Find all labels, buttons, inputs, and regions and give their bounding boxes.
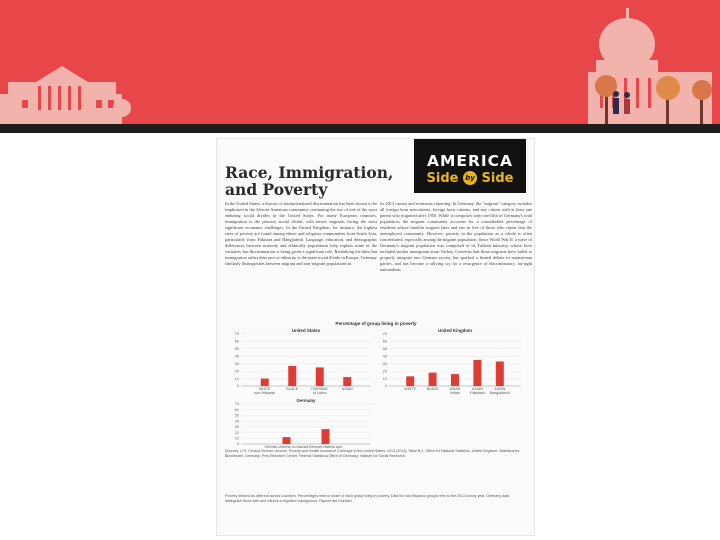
panel-title: United Kingdom bbox=[438, 328, 472, 333]
category-label: Indian bbox=[450, 390, 460, 395]
poverty-chart-figure bbox=[225, 318, 527, 496]
panel-title: Germany bbox=[296, 398, 316, 403]
banner-divider bbox=[0, 124, 720, 133]
america-side-by-side-logo bbox=[414, 139, 526, 193]
y-tick-label: 50 bbox=[234, 413, 239, 418]
category-label: ASIAN bbox=[494, 387, 506, 391]
y-tick-label: 20 bbox=[382, 369, 387, 374]
logo-right: Side bbox=[481, 171, 514, 186]
bar bbox=[261, 379, 269, 386]
logo-bottom bbox=[414, 171, 526, 186]
poverty-chart bbox=[225, 318, 527, 448]
chart-footnotes: Poverty defined as different across countries. Percentages refer to share of each group living in poverty. Data for non-Hispanic groups refer to the 2013 survey year. Germany data distinguish those with and without a migration background. Figures are rounded. bbox=[225, 494, 510, 503]
y-tick-label: 0 bbox=[236, 384, 239, 389]
category-label: of Latino bbox=[312, 390, 327, 395]
y-tick-label: 60 bbox=[234, 407, 239, 412]
category-label: BLACK bbox=[286, 387, 299, 391]
y-tick-label: 40 bbox=[234, 354, 239, 359]
bar bbox=[429, 373, 437, 386]
category-label: German citizens and bbox=[309, 445, 342, 448]
body-text-right: its 2013 census and economic reporting. In Germany, the "migrant" category includes all foreign born noncitizens, foreign born citizens, and any citizen with at least one parent who migrated after 1950. While it comprises only one-fifth of Germany's total population, the migrant community accounts for a considerable percentage of residents whose families migrate later and one in five of those who report that the unemployed community. However, poverty in the population as a whole is often concentrated, especially among the migrant population. Since World War II, a wave of Germany's migrant population was comprised of its Turkish minority, whose lives included similar immigrants from Turkey. Concerns that those migrants have failed to properly integrate into German society has sparked a heated debate in mainstream parties, and has become a rallying cry for a resurgence of discriminatory, far-right nationalism. bbox=[380, 201, 532, 272]
y-tick-label: 0 bbox=[384, 384, 387, 389]
bar bbox=[451, 374, 459, 386]
y-tick-label: 30 bbox=[382, 361, 387, 366]
bar bbox=[283, 437, 291, 444]
bar bbox=[406, 376, 414, 386]
category-label: BLACK bbox=[426, 387, 439, 391]
category-label: ASIAN bbox=[449, 387, 461, 391]
bar bbox=[288, 366, 296, 386]
y-tick-label: 50 bbox=[234, 347, 239, 352]
y-tick-label: 70 bbox=[234, 332, 239, 337]
y-tick-label: 50 bbox=[382, 347, 387, 352]
y-tick-label: 30 bbox=[234, 361, 239, 366]
y-tick-label: 0 bbox=[236, 442, 239, 447]
y-tick-label: 20 bbox=[234, 369, 239, 374]
category-label: ASIAN bbox=[472, 387, 483, 391]
category-label: German citizens no migrant bbox=[264, 445, 309, 448]
bar bbox=[316, 367, 324, 386]
logo-top: AMERICA bbox=[426, 152, 514, 170]
y-tick-label: 60 bbox=[234, 339, 239, 344]
bar bbox=[343, 377, 351, 386]
chart-title: Percentage of group living in poverty bbox=[335, 321, 417, 326]
y-tick-label: 10 bbox=[382, 376, 387, 381]
document-page bbox=[216, 138, 535, 536]
y-tick-label: 40 bbox=[234, 419, 239, 424]
y-tick-label: 10 bbox=[234, 436, 239, 441]
bar bbox=[322, 429, 330, 444]
y-tick-label: 40 bbox=[382, 354, 387, 359]
y-tick-label: 70 bbox=[234, 402, 239, 407]
y-tick-label: 60 bbox=[382, 339, 387, 344]
logo-left: Side bbox=[426, 171, 459, 186]
bar bbox=[473, 360, 481, 386]
panel-title: United States bbox=[291, 328, 321, 333]
banner-illustration bbox=[0, 0, 720, 124]
y-tick-label: 30 bbox=[234, 425, 239, 430]
category-label: WHITE bbox=[258, 387, 271, 391]
category-label: HISPANIC bbox=[311, 387, 329, 391]
category-label: ASIAN bbox=[341, 387, 353, 391]
y-tick-label: 70 bbox=[382, 332, 387, 337]
y-tick-label: 20 bbox=[234, 430, 239, 435]
category-label: WHITE bbox=[404, 387, 416, 391]
bar bbox=[496, 361, 504, 386]
body-text-left: In the United States, a history of institutionalized discrimination has been shown to be implicated in the African American community continuing the rise of one of the most enduring social divides in the United States. For many European countries, immigration is the primary social divide, with newer migrants facing the most significant economic challenges. In the United Kingdom, for instance, the highest rates of poverty are found among ethnic and religious communities from South Asia, particularly from Pakistan and Bangladesh. Language, education, and demographic differences between minority and ethnically populations help explain some of the variation, but discrimination is being given a significant role. Rethinking the idea that immigration rather than race or ethnicity is the main social divide in Europe, Germany similarly distinguishes between migrant and non-migrant populations in bbox=[225, 201, 377, 266]
chart-sources: Sources: U.S. Census Bureau, Income, Poverty and Health Insurance Coverage in the United States: 2013 (2014), Table B-1. Office for National Statistics, United Kingdom; Statistisches Bundesamt, Germany; Pew Research Center; Federal Statistical Office of Germany; Institute for Social Research. bbox=[225, 449, 520, 458]
document-title: Race, Immigration, and Poverty bbox=[225, 163, 394, 199]
category-label: Pakistani bbox=[470, 390, 485, 395]
white-house-icon bbox=[0, 66, 122, 124]
y-tick-label: 10 bbox=[234, 376, 239, 381]
header-banner bbox=[0, 0, 720, 124]
logo-middle: by bbox=[463, 171, 477, 185]
category-label: non-Hispanic bbox=[254, 390, 276, 395]
category-label: Bangladeshi bbox=[489, 390, 510, 395]
